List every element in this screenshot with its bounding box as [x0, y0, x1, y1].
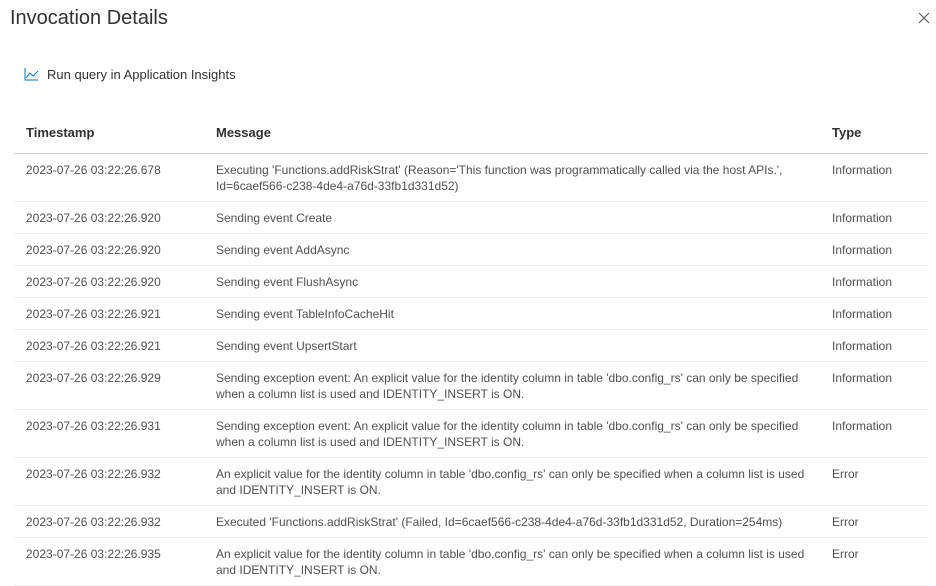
- type-cell: Error: [820, 506, 928, 538]
- run-query-button[interactable]: [24, 67, 236, 82]
- table-row[interactable]: [14, 410, 928, 458]
- column-header-message[interactable]: Message: [204, 112, 820, 154]
- page-title: Invocation Details: [10, 7, 168, 29]
- close-icon: [916, 10, 932, 26]
- timestamp-cell: 2023-07-26 03:22:26.920: [14, 234, 204, 266]
- table-row[interactable]: [14, 506, 928, 538]
- timestamp-cell: 2023-07-26 03:22:26.920: [14, 266, 204, 298]
- message-cell: Sending event TableInfoCacheHit: [204, 298, 820, 330]
- type-cell: Error: [820, 458, 928, 506]
- column-header-type[interactable]: Type: [820, 112, 928, 154]
- type-cell: Information: [820, 330, 928, 362]
- table-row[interactable]: [14, 266, 928, 298]
- type-cell: Information: [820, 362, 928, 410]
- message-cell: Sending event UpsertStart: [204, 330, 820, 362]
- type-cell: Information: [820, 298, 928, 330]
- timestamp-cell: 2023-07-26 03:22:26.921: [14, 298, 204, 330]
- timestamp-cell: 2023-07-26 03:22:26.920: [14, 202, 204, 234]
- message-cell: Executing 'Functions.addRiskStrat' (Reason='This function was programmatically called via the host APIs.', Id=6caef566-c238-4de4-a76d-33fb1d331d52): [204, 154, 820, 202]
- table-row[interactable]: [14, 202, 928, 234]
- timestamp-cell: 2023-07-26 03:22:26.678: [14, 154, 204, 202]
- table-row[interactable]: [14, 234, 928, 266]
- message-cell: Sending event Create: [204, 202, 820, 234]
- table-row[interactable]: [14, 330, 928, 362]
- message-cell: Executed 'Functions.addRiskStrat' (Failed, Id=6caef566-c238-4de4-a76d-33fb1d331d52, Duration=254ms): [204, 506, 820, 538]
- table-row[interactable]: [14, 458, 928, 506]
- timestamp-cell: 2023-07-26 03:22:26.931: [14, 410, 204, 458]
- message-cell: Sending event FlushAsync: [204, 266, 820, 298]
- table-row[interactable]: [14, 538, 928, 586]
- timestamp-cell: 2023-07-26 03:22:26.921: [14, 330, 204, 362]
- table-row[interactable]: [14, 362, 928, 410]
- run-query-label: Run query in Application Insights: [47, 67, 236, 82]
- close-button[interactable]: [916, 10, 932, 26]
- message-cell: Sending exception event: An explicit value for the identity column in table 'dbo.config_rs' can only be specified when a column list is used and IDENTITY_INSERT is ON.: [204, 362, 820, 410]
- type-cell: Information: [820, 202, 928, 234]
- type-cell: Information: [820, 154, 928, 202]
- message-cell: Sending event AddAsync: [204, 234, 820, 266]
- timestamp-cell: 2023-07-26 03:22:26.932: [14, 458, 204, 506]
- message-cell: Sending exception event: An explicit value for the identity column in table 'dbo.config_rs' can only be specified when a column list is used and IDENTITY_INSERT is ON.: [204, 410, 820, 458]
- type-cell: Information: [820, 266, 928, 298]
- table-header-row: [14, 112, 928, 154]
- type-cell: Information: [820, 234, 928, 266]
- table-row[interactable]: [14, 298, 928, 330]
- message-cell: An explicit value for the identity column in table 'dbo.config_rs' can only be specified when a column list is used and IDENTITY_INSERT is ON.: [204, 538, 820, 586]
- type-cell: Error: [820, 538, 928, 586]
- timestamp-cell: 2023-07-26 03:22:26.929: [14, 362, 204, 410]
- timestamp-cell: 2023-07-26 03:22:26.935: [14, 538, 204, 586]
- table-row[interactable]: [14, 154, 928, 202]
- invocation-table: [14, 112, 928, 586]
- type-cell: Information: [820, 410, 928, 458]
- line-chart-icon: [24, 68, 39, 81]
- timestamp-cell: 2023-07-26 03:22:26.932: [14, 506, 204, 538]
- column-header-timestamp[interactable]: Timestamp: [14, 112, 204, 154]
- message-cell: An explicit value for the identity column in table 'dbo.config_rs' can only be specified when a column list is used and IDENTITY_INSERT is ON.: [204, 458, 820, 506]
